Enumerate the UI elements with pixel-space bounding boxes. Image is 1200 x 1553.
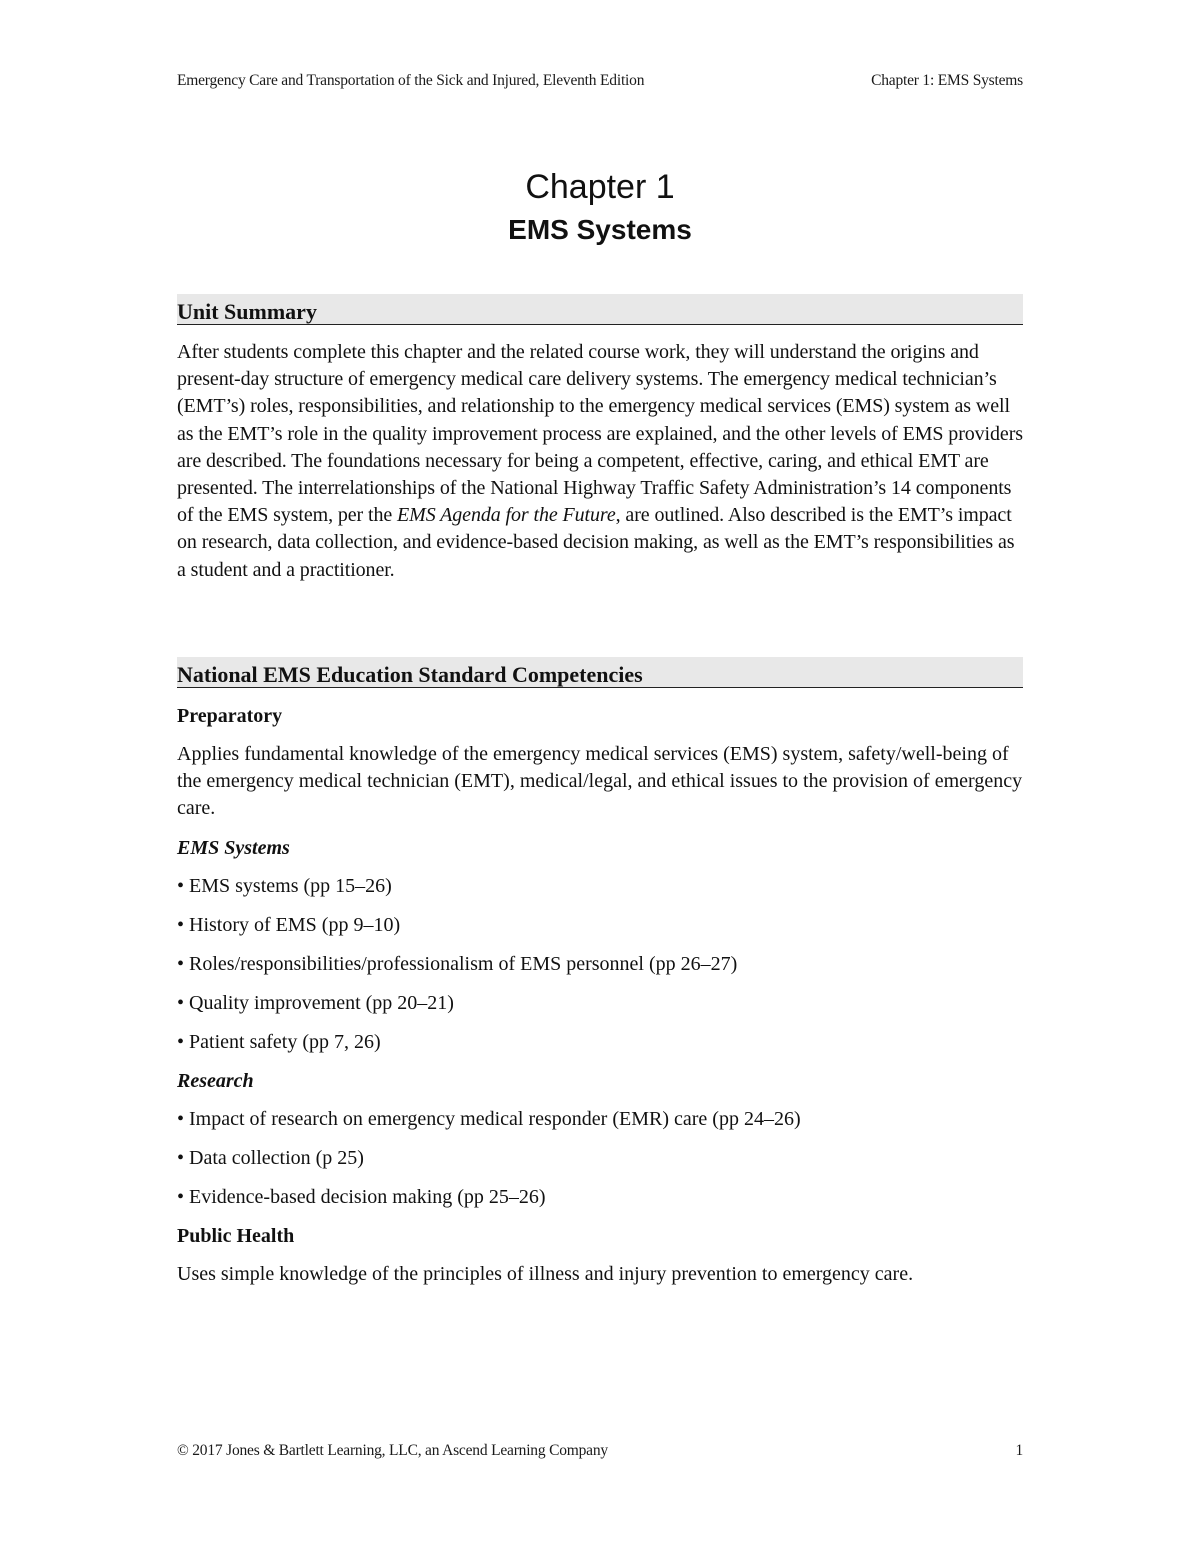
list-item: • Data collection (p 25) bbox=[177, 1146, 364, 1169]
ems-systems-list bbox=[177, 873, 1023, 1055]
unit-summary-body bbox=[177, 339, 1023, 584]
list-item: • History of EMS (pp 9–10) bbox=[177, 913, 401, 936]
unit-summary-italic-title: EMS Agenda for the Future bbox=[397, 504, 616, 527]
page-number: 1 bbox=[1015, 1442, 1023, 1459]
book-title: Emergency Care and Transportation of the Sick and Injured, Eleventh Edition bbox=[177, 72, 645, 89]
competencies-section bbox=[177, 657, 1023, 1288]
public-health-text: Uses simple knowledge of the principles of illness and injury prevention to emergency care. bbox=[177, 1262, 914, 1285]
copyright-notice: © 2017 Jones & Bartlett Learning, LLC, an Ascend Learning Company bbox=[177, 1442, 608, 1459]
unit-summary-section bbox=[177, 294, 1023, 584]
list-item: • Quality improvement (pp 20–21) bbox=[177, 991, 454, 1014]
unit-summary-text-2: , are outlined. Also described is the EMT’s impact on research, data collection, and evidence-based decision making, as well as the EMT’s responsibilities as a student and a practitioner. bbox=[177, 504, 1015, 581]
research-list bbox=[177, 1106, 1023, 1210]
list-item: • Impact of research on emergency medical responder (EMR) care (pp 24–26) bbox=[177, 1107, 801, 1130]
list-item: • Patient safety (pp 7, 26) bbox=[177, 1030, 381, 1053]
chapter-title: EMS Systems bbox=[508, 214, 692, 245]
unit-summary-text-1: After students complete this chapter and the related course work, they will understand the origins and present-day structure of emergency medical care delivery systems. The emergency medical technician’s (EMT’s) roles, responsibilities, and relationship to the emergency medical services (EMS) system as well as the EMT’s role in the quality improvement process are explained, and the other levels of EMS providers are described. The foundations necessary for being a competent, effective, caring, and ethical EMT are presented. The interrelationships of the National Highway Traffic Safety Administration’s 14 components of the EMS system, per the bbox=[177, 341, 1023, 527]
list-item: • EMS systems (pp 15–26) bbox=[177, 874, 392, 897]
running-header bbox=[177, 72, 1023, 90]
preparatory-text: Applies fundamental knowledge of the emergency medical services (EMS) system, safety/well-being of the emergency medical technician (EMT), medical/legal, and ethical issues to the provision of emergency care. bbox=[177, 743, 1023, 820]
preparatory-heading: Preparatory bbox=[177, 705, 283, 727]
ems-systems-heading: EMS Systems bbox=[177, 836, 290, 859]
competencies-heading: National EMS Education Standard Competencies bbox=[177, 657, 1023, 688]
chapter-number: Chapter 1 bbox=[525, 168, 675, 206]
public-health-heading: Public Health bbox=[177, 1224, 295, 1247]
title-block bbox=[0, 166, 1200, 250]
page-footer bbox=[177, 1442, 1023, 1460]
list-item: • Roles/responsibilities/professionalism of EMS personnel (pp 26–27) bbox=[177, 952, 738, 975]
chapter-reference: Chapter 1: EMS Systems bbox=[871, 72, 1023, 89]
list-item: • Evidence-based decision making (pp 25–26) bbox=[177, 1185, 546, 1208]
research-heading: Research bbox=[177, 1069, 254, 1092]
unit-summary-heading: Unit Summary bbox=[177, 294, 1023, 325]
